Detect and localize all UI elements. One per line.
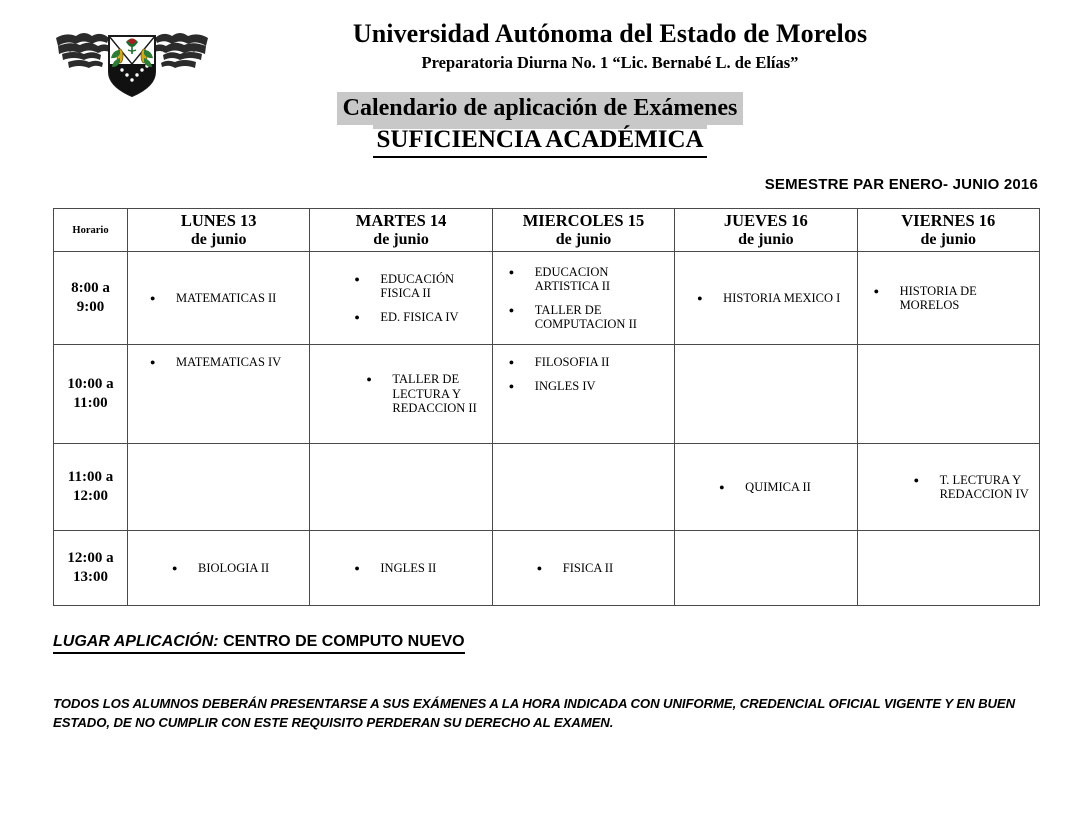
table-row	[54, 531, 1040, 606]
subject-item: ● EDUCACION ARTISTICA II	[509, 265, 668, 294]
subject-item: ● T. LECTURA Y REDACCION IV	[914, 473, 1033, 502]
time-end: 9:00	[76, 299, 105, 315]
time-start: 10:00 a	[67, 376, 114, 392]
day-month: de junio	[190, 231, 247, 248]
day-month: de junio	[920, 231, 977, 248]
university-name: Universidad Autónoma del Estado de Morelos	[352, 19, 868, 48]
document-title-line-1-wrap	[0, 92, 1080, 125]
day-month: de junio	[738, 231, 794, 248]
day-name: MARTES 14	[355, 211, 447, 230]
subject-item: ● HISTORIA DE MORELOS	[874, 284, 1033, 313]
subject-item: ● ED. FISICA IV	[354, 310, 485, 325]
subject-list	[675, 291, 856, 306]
subject-list	[858, 473, 1039, 502]
exam-cell-fri-1000	[857, 345, 1039, 444]
table-row	[54, 252, 1040, 345]
subject-item: ● INGLES IV	[509, 379, 668, 394]
column-header-horario: Horario	[54, 209, 128, 252]
day-month: de junio	[555, 231, 612, 248]
document-title-line-2: SUFICIENCIA ACADÉMICA	[373, 125, 706, 158]
day-month: de junio	[373, 231, 429, 248]
time-end: 13:00	[73, 569, 108, 585]
subject-item: ● MATEMATICAS II	[150, 291, 303, 306]
semester-label: SEMESTRE PAR ENERO- JUNIO 2016	[764, 176, 1038, 193]
exam-cell-wed-1200	[492, 531, 674, 606]
exam-cell-tue-0800	[310, 252, 492, 345]
subject-item: ● TALLER DE COMPUTACION II	[509, 303, 668, 332]
exam-cell-mon-0800	[128, 252, 310, 345]
subject-list	[493, 265, 674, 332]
document-header	[0, 0, 1080, 200]
column-header-day-wednesday	[492, 209, 674, 252]
column-header-day-monday	[128, 209, 310, 252]
subject-list	[493, 561, 674, 576]
day-name: JUEVES 16	[723, 211, 808, 230]
location-line	[53, 633, 465, 654]
time-start: 11:00 a	[67, 469, 114, 485]
table-row	[54, 444, 1040, 531]
subject-list	[493, 355, 674, 393]
document-title-line-1: Calendario de aplicación de Exámenes	[337, 92, 744, 125]
time-slot-cell	[54, 531, 128, 606]
subject-list	[310, 561, 491, 576]
time-slot-cell	[54, 444, 128, 531]
exam-schedule-table	[53, 208, 1040, 606]
day-name: LUNES 13	[180, 211, 257, 230]
location-label: LUGAR APLICACIÓN:	[53, 633, 219, 650]
exam-cell-tue-1200	[310, 531, 492, 606]
exam-cell-wed-0800	[492, 252, 674, 345]
exam-cell-fri-1100	[857, 444, 1039, 531]
time-slot-cell	[54, 252, 128, 345]
subject-item: ● FISICA II	[537, 561, 668, 576]
school-name: Preparatoria Diurna No. 1 “Lic. Bernabé L. de Elías”	[421, 53, 799, 72]
time-end: 12:00	[73, 488, 108, 504]
subject-item: ● EDUCACIÓN FISICA II	[354, 272, 485, 301]
subject-list	[128, 355, 309, 370]
exam-cell-thu-1100	[675, 444, 857, 531]
subject-list	[128, 291, 309, 306]
table-row	[54, 345, 1040, 444]
subject-list	[675, 480, 856, 495]
subject-list	[858, 284, 1039, 313]
exam-cell-mon-1200	[128, 531, 310, 606]
exam-cell-wed-1100	[492, 444, 674, 531]
exam-cell-fri-0800	[857, 252, 1039, 345]
column-header-day-thursday	[675, 209, 857, 252]
document-title-line-2-wrap	[0, 125, 1080, 158]
subject-item: ● HISTORIA MEXICO I	[697, 291, 850, 306]
time-end: 11:00	[73, 395, 108, 411]
subject-item: ● FILOSOFIA II	[509, 355, 668, 370]
subject-list	[128, 561, 309, 576]
subject-list	[310, 372, 491, 416]
time-slot-cell	[54, 345, 128, 444]
subject-item: ● INGLES II	[354, 561, 485, 576]
subject-item: ● QUIMICA II	[719, 480, 850, 495]
subject-item: ● TALLER DE LECTURA Y REDACCION II	[366, 372, 485, 416]
subject-list	[310, 272, 491, 325]
exam-cell-thu-1000	[675, 345, 857, 444]
subject-item: ● MATEMATICAS IV	[150, 355, 303, 370]
column-header-day-tuesday	[310, 209, 492, 252]
uaem-logo-icon	[52, 20, 212, 98]
time-start: 8:00 a	[71, 280, 110, 296]
table-header-row	[54, 209, 1040, 252]
day-name: VIERNES 16	[901, 211, 996, 230]
subject-item: ● BIOLOGIA II	[172, 561, 303, 576]
time-start: 12:00 a	[67, 550, 114, 566]
column-header-day-friday	[857, 209, 1039, 252]
exam-cell-tue-1100	[310, 444, 492, 531]
exam-cell-wed-1000	[492, 345, 674, 444]
exam-cell-thu-0800	[675, 252, 857, 345]
exam-cell-mon-1100	[128, 444, 310, 531]
day-name: MIERCOLES 15	[522, 211, 645, 230]
exam-notice-text: TODOS LOS ALUMNOS DEBERÁN PRESENTARSE A SUS EXÁMENES A LA HORA INDICADA CON UNIFORME, CREDENCIAL OFICIAL VIGENTE Y EN BUEN ESTADO, DE NO CUMPLIR CON ESTE REQUISITO PERDERAN SU DERECHO AL EXAMEN.	[53, 696, 1016, 730]
exam-cell-mon-1000	[128, 345, 310, 444]
location-value: CENTRO DE COMPUTO NUEVO	[218, 633, 465, 650]
exam-cell-thu-1200	[675, 531, 857, 606]
exam-cell-fri-1200	[857, 531, 1039, 606]
exam-cell-tue-1000	[310, 345, 492, 444]
